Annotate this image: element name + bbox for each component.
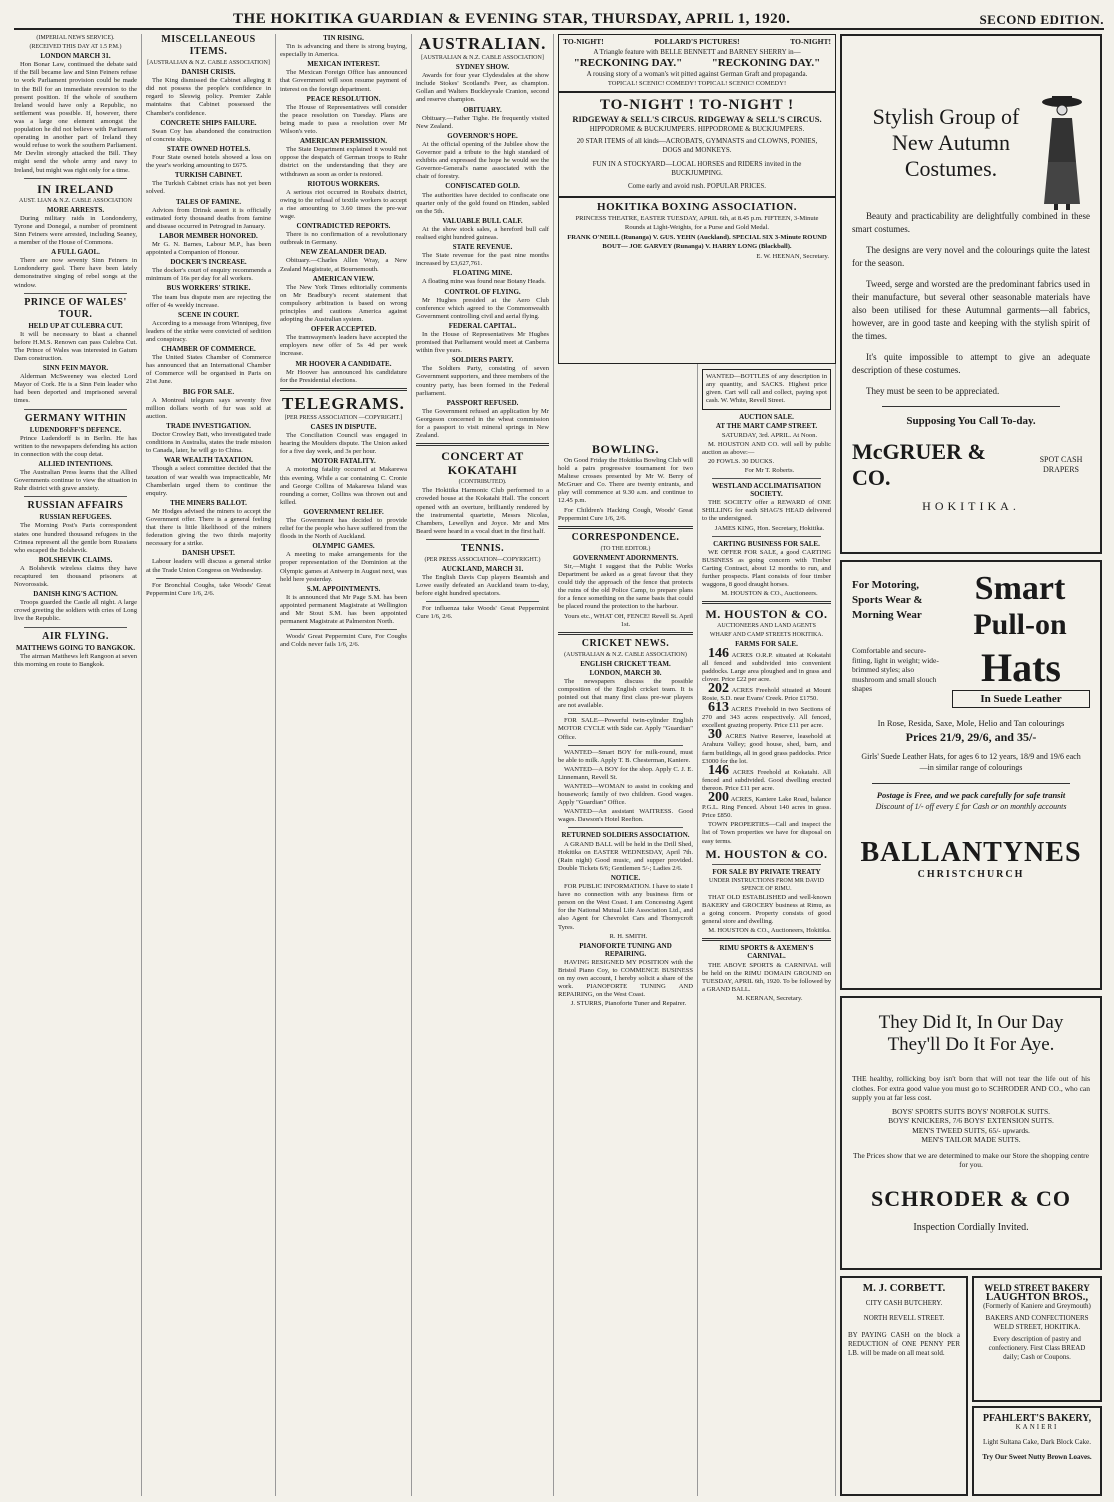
boxing-secretary: E. W. HEENAN, Secretary. [756, 253, 829, 260]
intro-source: (IMPERIAL NEWS SERVICE). [36, 35, 115, 41]
mexican-heading: MEXICAN INTEREST. [307, 60, 380, 69]
smart-word: Smart [974, 570, 1066, 607]
grand-ball-ad: A GRAND BALL will be held in the Drill Shed, Hokitika on EASTER WEDNESDAY, April 7th. (Rain night) Good music, and supper provided. Double Tickets 6/6; Gentlemen 5/-; Ladies 2/6. [558, 840, 693, 872]
boys-line-4: MEN'S TAILOR MADE SUITS. [921, 1135, 1021, 1144]
telegrams-heading: TELEGRAMS. [282, 393, 405, 413]
waitress-ad: WANTED—An assistant WAITRESS. Good wages. Dawson's Hotel Reefton. [558, 808, 693, 824]
peace-heading: PEACE RESOLUTION. [306, 94, 381, 103]
boxing-body: PRINCESS THEATRE, EASTER TUESDAY, APRIL 6th, at 8.45 p.m. FIFTEEN, 3-Minute Rounds at Light-Weights, for a Purse and Gold Medal. [575, 215, 819, 231]
masthead [14, 6, 1104, 30]
laughton-body-2: Every description of pastry and confectionery. First Class BREAD daily; Cash or Coupons. [988, 1335, 1086, 1361]
turkish-heading: TURKISH CABINET. [174, 171, 243, 180]
notice-body: FOR PUBLIC INFORMATION. I have to state I have no connection with any business firm or person on the West Coast. I am Concessing Agent for the National Mutual Life Association Ltd., and also Agent for Chevrolet Cars and Thornycroft Tyres. [558, 883, 693, 931]
bowling-heading: BOWLING. [591, 442, 659, 456]
circus-stockyard: FUN IN A STOCKYARD—LOCAL HORSES and RIDERS invited in the BUCKJUMPING. [592, 160, 802, 177]
corbett-heading: M. J. CORBETT. [862, 1282, 946, 1294]
auction-houston: M. HOUSTON AND CO. will sell by public auction as above:— [702, 440, 831, 456]
mcgruer-hokitika: HOKITIKA. [922, 499, 1020, 513]
motorcycle-ad: FOR SALE—Powerful twin-cylinder English MOTOR CYCLE with Side car. Apply "Guardian" Office. [558, 717, 693, 741]
mine-body: A floating mine was found near Botany Heads. [422, 278, 546, 286]
bakery-sign: M. HOUSTON & CO., Auctioneers, Hokitika. [708, 927, 831, 935]
war-heading: WAR WEALTH TAXATION. [164, 456, 253, 465]
bowling-body: On Good Friday the Hokitika Bowling Club will hold a pairs progressive tournament for two Maltese crosses presented by Mr W. Berry of McGruer and Co. There are twenty entrants, and play will commence at 9.30 a.m. and continue to 12.45 p.m. [558, 457, 693, 505]
refugees-heading: RUSSIAN REFUGEES. [39, 513, 112, 522]
rimu-heading: RIMU SPORTS & AXEMEN'S CARNIVAL. [719, 944, 814, 961]
bus-body: The team bus dispute men are rejecting the offer of 4s weekly increase. [146, 293, 271, 309]
bus-heading: BUS WORKERS' STRIKE. [166, 284, 251, 293]
feature-desc: A rousing story of a woman's wit pitted against German Graft and propaganda. [586, 70, 808, 78]
concrete-heading: CONCRETE SHIPS FAILURE. [160, 118, 257, 127]
refugees-body: The Morning Post's Paris correspondent states one hundred thousand refugees in the Crimea represent all the gentle born Russians who escaped the Bolshevik. [14, 522, 137, 554]
acres202-figure: 202 [708, 680, 729, 696]
capital-heading: FEDERAL CAPITAL. [448, 321, 517, 330]
column-1 [14, 34, 142, 1496]
american-heading: AMERICAN PERMISSION. [299, 137, 388, 146]
air-heading: AIR FLYING. [42, 630, 109, 642]
obit-heading: OBITUARY. [463, 105, 502, 114]
contradicted-body: There is no confirmation of a revolutionary outbreak in Germany. [280, 231, 407, 247]
war-body: Though a select committee decided that the taxation of war wealth was impracticable, Mr Chamberlain urged them to continue the enquiry. [146, 465, 271, 497]
gold-body: The authorities have decided to confiscate one quarter only of the gold found on Hinden, sabled on the 5th. [416, 191, 549, 215]
corbett-street: NORTH REVELL STREET. [863, 1314, 945, 1322]
show-heading: SYDNEY SHOW. [455, 63, 510, 72]
hats-word: Hats [981, 645, 1061, 690]
fur-heading: BIG FOR SALE. [182, 387, 235, 396]
view-body: The New York Times editorially comments on Mr Bradbury's recent statement that compulsory arbitration is based on wrong principles and cautions America against adopting the Australian system. [280, 283, 407, 324]
cases-heading: CASES IN DISPUTE. [310, 422, 377, 431]
scene-heading: SCENE IN COURT. [178, 310, 239, 319]
piano-heading: PIANOFORTE TUNING AND REPAIRING. [579, 941, 672, 958]
rimu-sign: M. KERNAN, Secretary. [736, 994, 803, 1002]
mexican-body: The Mexican Foreign Office has announced that Government will soon resume payment of interest on the foreign department. [280, 69, 407, 93]
cough-ad: For Children's Hacking Cough, Woods' Great Peppermint Cure 1/6, 2/6. [558, 506, 693, 522]
hippodrome-line: HIPPODROME & BUCKJUMPERS. HIPPODROME & BUCKJUMPERS. [589, 125, 805, 133]
flying-heading: CONTROL OF FLYING. [444, 287, 521, 296]
reckoning-right: "RECKONING DAY." [711, 57, 821, 69]
hats-prices: Prices 21/9, 29/6, and 35/- [905, 730, 1037, 744]
australian-source: [AUSTRALIAN & N.Z. CABLE ASSOCIATION] [421, 55, 544, 61]
acres146-body: ACRES O.R.P. situated at Kokatahi all fenced and subdivided into convenient paddocks. Large area ploughed and in grass and clover. Price £22 per acre. [702, 651, 831, 683]
entertainment-ads [558, 34, 836, 364]
germany-heading: GERMANY WITHIN [24, 412, 127, 424]
concert-body: The Hokitika Harmonic Club performed to a crowded house at the Kokatahi Hall. The concert opened with an overture, brilliantly rendered by the instrumental quartette, Messrs Nicolas, Chambers, Lewellyn and Joyce. Mr and Mrs Beard were heard in a vocal duet in the first half. [416, 487, 549, 535]
flying-body: Mr Hughes presided at the Aero Club conference which agreed to the Commonwealth Government controlling civil and aerial flying. [416, 296, 549, 320]
private-heading: FOR SALE BY PRIVATE TREATY [712, 867, 821, 876]
tennis-source: (PER PRESS ASSOCIATION—COPYRIGHT.) [424, 556, 541, 563]
piano-sign: J. STURRS, Pianoforte Tuner and Repairer. [570, 1000, 687, 1008]
supposing-line: Supposing You Call To-day. [906, 415, 1036, 427]
cricket-heading: CRICKET NEWS. [581, 637, 670, 649]
corbett-body: BY PAYING CASH on the block a REDUCTION of ONE PENNY PER LB. will be made on all meat sold. [848, 1331, 960, 1357]
intro-body: Hon Bonar Law, continued the debate said if the Bill became law and Sinn Feiners refuse to work Parliament provision could be made in the Bill for an immediate reversion to the present position. If the whole of southern Ireland would have only a Republic, no settlement was possible. If, however, there was a large one element amongst the population he did not believe with Parliament operating in another part of Ireland they would refuse to work the southern Parliament. Mr Devlin strongly attacked the Bill. They might send the whole army and navy to Ireland, but might was right only for a time. [14, 61, 137, 174]
houston-logo: M. HOUSTON & CO. [705, 607, 828, 622]
more-arrests-heading: MORE ARRESTS. [46, 205, 105, 214]
bull-body: At the show stock sales, a hereford bull calf realised eight hundred guineas. [416, 225, 549, 241]
bottles-ad [702, 369, 831, 410]
danish-body: Troops guarded the Castle all night. A large crowd greeting the soldiers with cries of Long live the Republic. [14, 599, 137, 623]
acres146-figure: 146 [708, 645, 729, 661]
theydid-title-1: They Did It, In Our Day [878, 1012, 1064, 1033]
more-arrests-body: During military raids in Londonderry, Tyrone and Donegal, a number of prominent Sinn Feiners were arrested, including Seaney, a member of the House of Commons. [14, 214, 137, 247]
pfahlert-heading: PFAHLERT'S BAKERY, [982, 1413, 1092, 1424]
auction-fowls: 20 FOWLS. 30 DUCKS. [708, 457, 775, 465]
correspondence-sign: Yours etc., WHAT OH, FENCE! Revell St. April 1st. [564, 612, 693, 628]
westland-king: JAMES KING, Hon. Secretary, Hokitika. [714, 524, 825, 532]
intro-date: LONDON MARCH 31. [40, 52, 111, 61]
soldiers-body: The Soldiers Party, consisting of seven Government supporters, and three members of the country party, has been formed in the Federal parliament. [416, 365, 549, 397]
scene-body: According to a message from Winnipeg, five leaders of the strike were convicted of sedition and conspiracy. [146, 319, 271, 343]
column-3 [280, 34, 412, 1496]
acres202-body: ACRES Freehold situated at Mount Rosie, S.D. near Evans' Creek. Price £1750. [702, 686, 831, 702]
zealander-heading: NEW ZEALANDER DEAD. [300, 248, 387, 257]
farms-heading: FARMS FOR SALE. [735, 640, 798, 649]
passport-heading: PASSPORT REFUSED. [446, 398, 519, 407]
bangkok-heading: MATTHEWS GOING TO BANGKOK. [15, 643, 136, 652]
schroder-inspection: Inspection Cordially Invited. [913, 1221, 1029, 1233]
olympic-heading: OLYMPIC GAMES. [312, 542, 375, 551]
private-sub: UNDER INSTRUCTIONS FROM MR DAVID SPENCE OF RIMU. [709, 877, 824, 892]
corbett-sub: CITY CASH BUTCHERY. [865, 1299, 943, 1307]
westland-heading: WESTLAND ACCLIMATISATION SOCIETY. [712, 482, 821, 499]
acres146b-body: ACRES Freehold at Kokatahi. All fenced and subdivided. Good dwelling erected thereon. Price £11 per acre. [702, 768, 831, 792]
upset-body: Labour leaders will discuss a general strike at the Trade Union Congress on Wednesday. [146, 558, 271, 574]
misc-heading: MISCELLANEOUS ITEMS. [161, 34, 256, 57]
australian-heading: AUSTRALIAN. [418, 34, 547, 53]
revenue-heading: STATE REVENUE. [452, 243, 513, 252]
ludendorff-body: Prince Ludendorff is in Berlin. He has written to the newspapers defending his action in connection with the coup detat. [14, 434, 137, 458]
dockers-heading: DOCKER'S INCREASE. [170, 258, 247, 267]
labor-body: Mr G. N. Barnes, Labour M.P., has been appointed a Companion of Honour. [146, 240, 271, 257]
houston-agents: AUCTIONEERS AND LAND AGENTS [717, 623, 816, 630]
ireland-source: AUST. LIAN & N.Z. CABLE ASSOCIATION [19, 197, 132, 204]
costumes-body-5: They must be seen to be appreciated. [866, 386, 1000, 396]
feature-intro: A Triangle feature with BELLE BENNETT and BARNEY SHERRY in— [593, 48, 801, 56]
edition-label: SECOND EDITION. [979, 12, 1104, 27]
american-body: The State Department explained it would not oppose the despatch of German troops to Ruhr district on the understanding that they are withdrawn as soon as order is restored. [280, 146, 407, 178]
acres146b-figure: 146 [708, 762, 729, 778]
labor-heading: LABOR MEMBER HONORED. [159, 231, 258, 240]
cricket-source: (AUSTRALIAN & N.Z. CABLE ASSOCIATION) [564, 651, 687, 658]
rimu-body: THE ABOVE SPORTS & CARNIVAL will be held on the RIMU DOMAIN GROUND on TUESDAY, APRIL 6th, 1920. To be followed by a GRAND BALL. [702, 961, 831, 993]
cases-body: The Conciliation Council was engaged in hearing the Moulders dispute. The Union asked for a five day week, and 3s per hour. [280, 432, 407, 456]
bolshevik-heading: BOLSHEVIK CLAIMS. [38, 555, 113, 564]
motoring-label: For Motoring, Sports Wear & Morning Wear [852, 579, 923, 621]
capital-body: In the House of Representatives Mr Hughes promised that Parliament would meet at Canberra within five years. [416, 331, 549, 355]
column-4 [416, 34, 554, 1496]
piano-body: HAVING RESIGNED MY POSITION with the Bristol Piano Coy, to COMMENCE BUSINESS on my own account, I hereby solicit a share of the work. PIANOFORTE TUNING AND REPAIRING, on the West Coast. [558, 958, 693, 999]
governor-heading: GOVERNOR'S HOPE. [447, 131, 518, 140]
commerce-heading: CHAMBER OF COMMERCE. [161, 345, 256, 354]
notice-sign: R. H. SMITH. [609, 932, 648, 940]
theydid-body: THE healthy, rollicking boy isn't born that will not tear the life out of his clothes. For extra good value you must go to SCHRODER AND CO., who can supply you at far less cost. [852, 1074, 1090, 1102]
ballot-body: Mr Hodges advised the miners to accept the Government offer. There is a general feeling that there is little likelihood of the miners federation giving the two thirds majority necessary for a strike. [146, 507, 271, 548]
gold-heading: CONFISCATED GOLD. [445, 182, 520, 191]
telegrams-source: [PER PRESS ASSOCIATION —COPYRIGHT.] [284, 414, 403, 421]
costumes-title-1: Stylish Group of [872, 104, 1020, 129]
col2-footer: For Bronchial Coughs, take Woods' Great Peppermint Cure 1/6, 2/6. [146, 581, 271, 597]
carting-sign: M. HOUSTON & CO., Auctioneers. [721, 590, 818, 598]
circus-early: Come early and avoid rush. POPULAR PRICES. [627, 182, 767, 190]
ballantynes-logo: BALLANTYNES [860, 837, 1082, 868]
weld-heading: WELD STREET BAKERY [984, 1283, 1090, 1293]
laughton-heading: LAUGHTON BROS., [985, 1291, 1089, 1303]
pfahlert-ad [972, 1406, 1102, 1496]
mayor-heading: SINN FEIN MAYOR. [42, 364, 109, 373]
costumes-body-3: Tweed, serge and worsted are the predominant fabrics used in their manufacture, but several other seasonable materials have also been utilised for these Autumnal garments—all fabrics, however, are in good taste and keeping with the stylish spirit of the times. [852, 279, 1090, 341]
costumes-ad [840, 34, 1102, 554]
pfahlert-try: Try Our Sweet Nutty Brown Loaves. [982, 1453, 1092, 1461]
cricket-title: ENGLISH CRICKET TEAM. [580, 659, 671, 668]
laughton-ad [972, 1276, 1102, 1402]
tin-body: Tin is advancing and there is strong buying, especially in America. [280, 43, 407, 59]
boxing-heading: HOKITIKA BOXING ASSOCIATION. [597, 201, 797, 213]
upset-heading: DANISH UPSET. [182, 549, 235, 558]
pollards-heading: POLLARD'S PICTURES! [654, 37, 740, 46]
spot-cash-label: SPOT CASH DRAPERS [1039, 455, 1083, 474]
famine-body: Advices from Drinsk assert it is officially estimated forty thousand deaths from famine and disease occurred in Petrograd in January. [146, 206, 271, 230]
pollards-tonight-right: TO-NIGHT! [790, 37, 831, 46]
boys-line-2: BOYS' KNICKERS, 7/6 BOYS' EXTENSION SUITS. [888, 1116, 1054, 1125]
mine-heading: FLOATING MINE. [452, 269, 513, 278]
corbett-ad [840, 1276, 968, 1496]
hats-colours: In Rose, Resida, Saxe, Mole, Helio and Tan colourings [877, 718, 1065, 728]
governor-body: At the official opening of the Jubilee show the Governor paid a tribute to the high standard of exhibits and expressed the hope he would see the Governor-General's name associated with the chair of forestry. [416, 140, 549, 181]
dockers-body: The docker's court of enquiry recommends a minimum of 16s per day for all workers. [146, 267, 271, 283]
costumes-body-4: It's quite impossible to attempt to give an adequate description of these costumes. [852, 352, 1090, 375]
pfahlert-body: Light Sultana Cake, Dark Block Cake. [983, 1438, 1091, 1446]
commerce-body: The United States Chamber of Commerce has announced that an International Chamber of Commerce will be organised in Paris on 21st June. [146, 354, 271, 386]
schroder-ad [840, 996, 1102, 1270]
hotels-body: Four State owned hotels showed a loss on the year's working amounting to £675. [146, 154, 271, 170]
soldiers-heading: SOLDIERS PARTY. [451, 356, 514, 365]
offer-body: The tramwaymen's leaders have accepted the employers new offer of 5s 4d per week increase. [280, 334, 407, 358]
schroder-logo: SCHRODER & CO [870, 1185, 1071, 1211]
town-properties: TOWN PROPERTIES—Call and inspect the list of Town properties we have for disposal on easy terms. [702, 821, 831, 845]
fur-body: A Montreal telegram says seventy five million dollars worth of fur was sold at auction. [146, 396, 271, 420]
culebra-body: It will be necessary to blast a channel before H.M.S. Renown can pass Culebra Cut. The Prince of Wales was interested in Gatum Dam construction. [14, 330, 137, 362]
motor-heading: MOTOR FATALITY. [311, 457, 376, 466]
suede-label: In Suede Leather [952, 690, 1090, 708]
correspondence-sub: (TO THE EDITOR.) [600, 545, 651, 552]
trade-body: Doctor Crowley Batt, who investigated trade conditions in Australia, states the trade mission to Canada, later, he will go to China. [146, 431, 271, 455]
houston-wharf: WHARF AND CAMP STREETS HOKITIKA. [709, 632, 824, 639]
cricket-body: The newspapers discuss the possible composition of the English cricket team. It is pointed out that many first class pre-war players are not available. [558, 677, 693, 710]
tennis-heading: TENNIS. [460, 542, 505, 554]
schroder-prices: The Prices show that we are determined to make our Store the shopping centre for you. [853, 1150, 1089, 1169]
riotous-heading: RIOTOUS WORKERS. [307, 179, 380, 188]
show-body: Awards for four year Clydesdales at the show include Stokes' Scotland's Peer, as champion. Gollan and Walters Buckleyvale Cranion, second and reserve champion. [416, 72, 549, 104]
correspondence-heading: CORRESPONDENCE. [571, 531, 680, 543]
laughton-body: BAKERS AND CONFECTIONERS WELD STREET, HOKITIKA. [985, 1314, 1089, 1331]
tennis-body: The English Davis Cup players Beamish and Lowe easily defeated an Auckland team to-day, before eight hundred spectators. [416, 574, 549, 598]
allied-body: The Australian Press learns that the Allied Governments continue to view the situation in Ruhr district with grave anxiety. [14, 469, 137, 493]
reckoning-left: "RECKONING DAY." [573, 57, 683, 69]
boys-line-3: MEN'S TWEED SUITS, 65/- upwards. [912, 1125, 1030, 1135]
full-gaol-heading: A FULL GAOL. [51, 248, 100, 257]
correspondence-body: Sir,—Might I suggest that the Public Works Department be asked as a great favour that they could tidy the approach of the fence that protects the ruins of the old Police Camp, to prepare plans for a fence something on the same basis that could be placed round the protection to the harbour. [558, 562, 693, 611]
feature-tags: TOPICAL! SCENIC! COMEDY! TOPICAL! SCENIC! COMEDY! [607, 80, 787, 87]
allied-heading: ALLIED INTENTIONS. [38, 459, 113, 468]
revenue-body: The State revenue for the past nine months increased by £3,627,761. [416, 252, 549, 268]
view-heading: AMERICAN VIEW. [312, 274, 375, 283]
theydid-title-2: They'll Do It For Aye. [887, 1034, 1055, 1055]
westland-reward: THE SOCIETY offer a REWARD of ONE SHILLING for each SHAG'S HEAD delivered to the undersigned. [702, 499, 831, 523]
relief-body: The Government has decided to provide relief for the people who have suffered from the floods in the North of Auckland. [280, 516, 407, 541]
motor-body: A motoring fatality occurred at Makarewa this evening. While a car containing C. Cronie and George Collins of Makarewa Island was rounding a corner, Collins was thrown out and killed. [280, 466, 407, 506]
pullon-word: Pull-on [973, 608, 1067, 641]
correspondence-title: GOVERNMENT ADORNMENTS. [572, 553, 679, 562]
turkish-body: The Turkish Cabinet crisis has not yet been solved. [146, 180, 271, 196]
column-2 [146, 34, 276, 1496]
carting-heading: CARTING BUSINESS FOR SALE. [713, 539, 820, 548]
auction-date: SATURDAY, 3rd. APRIL. At Noon. [721, 431, 818, 439]
pfahlert-kaniere: KANIERI [1015, 1423, 1059, 1431]
crisis-heading: DANISH CRISIS. [181, 68, 236, 77]
concert-sub: (CONTRIBUTED). [458, 479, 507, 486]
full-gaol-body: There are now seventy Sinn Feiners in Londonderry gaol. There have been lately demonstrative singing of rebel songs at the window. [14, 257, 137, 289]
offer-heading: OFFER ACCEPTED. [310, 325, 377, 334]
acres200-body: ACRES, Kaniere Lake Road, balance P.G.L. Ring Fenced. About 140 acres in grass. Price £850. [702, 796, 831, 820]
tennis-place: AUCKLAND, MARCH 31. [441, 564, 524, 573]
peace-body: The House of Representatives will consider the peace resolution on Tuesday. Plans are being made to pass a resolution over Mr Wilson's veto. [280, 103, 407, 136]
rsa-heading: RETURNED SOLDIERS ASSOCIATION. [561, 831, 690, 840]
circus-stars: 20 STAR ITEMS of all kinds—ACROBATS, GYMNASTS and CLOWNS, PONIES, DOGS and MONKEYS. [576, 137, 818, 154]
concrete-body: Swan Coy has abandoned the construction of concrete ships. [146, 127, 271, 143]
intro-received: (RECEIVED THIS DAY AT 1.5 P.M.) [29, 44, 122, 51]
postage-line: Postage is Free, and we pack carefully for safe transit [876, 790, 1066, 800]
bottles-text: WANTED—BOTTLES of any description in any quantity, and SACKS. Highest price given. Cart will call and collect, paying spot cash. W. White, Revell Street. [706, 373, 827, 405]
acres613-figure: 613 [708, 700, 729, 716]
sm-body: It is announced that Mr Page S.M. has been appointed permanent Magistrate at Wellington and Mr Stout S.M. has been appointed permanent Magistrate at Palmerston North. [280, 593, 407, 626]
mart-heading: AT THE MART CAMP STREET. [715, 422, 818, 431]
lady-figure-icon [1034, 92, 1090, 212]
hotels-heading: STATE OWNED HOTELS. [166, 144, 251, 153]
boys-line-1: BOYS' SPORTS SUITS BOYS' NORFOLK SUITS. [891, 1106, 1051, 1116]
wanted-boy-ad: WANTED—Smart BOY for milk-round, must be able to milk. Apply T. B. Chesterman, Kaniere. [558, 748, 693, 764]
bull-heading: VALUABLE BULL CALF. [442, 216, 523, 225]
danish-heading: DANISH KING'S ACTION. [33, 590, 118, 599]
ludendorff-heading: LUDENDORFF'S DEFENCE. [29, 425, 122, 434]
costumes-body-2: The designs are very novel and the colourings quite the latest for the season. [852, 245, 1090, 268]
famine-heading: TALES OF FAMINE. [175, 197, 241, 206]
auction-roberts: For Mr T. Roberts. [744, 466, 795, 474]
bangkok-body: The airman Matthews left Rangoon at seven this morning en route to Bangkok. [14, 652, 137, 668]
riotous-body: A serious riot occurred in Roubaix district, owing to the refusal of textile workers to accept a rise amounting to 3.60 times the pre-war wage. [280, 188, 407, 220]
circus-heading: RIDGEWAY & SELL'S CIRCUS. RIDGEWAY & SELL'S CIRCUS. [572, 114, 822, 124]
pollards-tonight-left: TO-NIGHT! [563, 37, 604, 46]
relief-heading: GOVERNMENT RELIEF. [303, 507, 384, 516]
wanted-boy2-ad: WANTED—A BOY for the shop. Apply C. J. E. Linnemann, Revell St. [558, 765, 693, 781]
carting-body: WE OFFER FOR SALE, a good CARTING BUSINESS as going concern with Timber Carting Contract, about 12 months to run, and further prospects. Plant consists of four timber waggons, 8 good draught horses. [702, 548, 831, 589]
passport-body: The Government refused an application by Mr Georgeson concerned in the wheat commission for a passport to visit mineral springs in New Zealand. [416, 407, 549, 440]
costumes-body-1: Beauty and practicability are delightfully combined in these smart costumes. [852, 211, 1090, 234]
boxing-names: FRANK O'NEILL (Runanga) V. GUS. YEHN (Auckland). SPECIAL SIX 3-Minute ROUND BOUT— JOE GARVEY (Runanga) V. HARRY LONG (Blackball). [567, 234, 827, 250]
acres613-body: ACRES Freehold in two Sections of 270 and 343 acres respectively. All fenced, excellent grazing property. Price £11 per acre. [702, 706, 831, 730]
ireland-heading: IN IRELAND [37, 181, 114, 196]
cricket-date: LONDON, MARCH 30. [589, 668, 662, 677]
olympic-body: A meeting to make arrangements for the proper representation of the Dominion at the Olympic games at Antwerp in August next, was held here yesterday. [280, 551, 407, 583]
discount-line: Discount of 1/- off every £ for Cash or on monthly accounts [875, 802, 1067, 811]
trade-heading: TRADE INVESTIGATION. [166, 421, 251, 430]
sm-heading: S.M. APPOINTMENTS. [306, 584, 381, 593]
mayor-body: Alderman McSweeney was elected Lord Mayor of Cork. He is a Sinn Fein leader who had been deported and imprisoned several times. [14, 373, 137, 405]
bakery-body: THAT OLD ESTABLISHED and well-known BAKERY and GROCERY business at Rimu, as a going concern. Property consists of good general store and dwelling. [702, 893, 831, 926]
misc-source: [AUSTRALIAN & N.Z. CABLE ASSOCIATION] [147, 60, 270, 66]
tin-heading: TIN RISING. [323, 34, 364, 42]
crisis-body: The King dismissed the Cabinet alleging it did not possess the people's confidence in regard to Sleswig policy. Premier Zahle maintains that Cabinet possessed the Chamber's confidence. [146, 77, 271, 117]
houston-big: M. HOUSTON & CO. [705, 846, 828, 861]
col4-footer: For influenza take Woods' Great Peppermint Cure 1/6, 2/6. [416, 605, 549, 621]
concert-heading: CONCERT AT KOKATAHI [441, 449, 524, 478]
notice-heading: NOTICE. [610, 873, 641, 882]
laughton-sub: (Formerly of Kaniere and Greymouth) [983, 1302, 1091, 1310]
girls-hats: Girls' Suede Leather Hats, for ages 6 to 12 years, 18/9 and 19/6 each—in similar range of colourings [861, 752, 1081, 772]
costumes-title-2: New Autumn Costumes. [892, 130, 1010, 181]
auction-heading: AUCTION SALE. [739, 413, 794, 422]
bolshevik-body: A Bolshevik wireless claims they have recaptured ten thousand prisoners at Novorossisk. [14, 564, 137, 589]
wanted-woman-ad: WANTED—WOMAN to assist in cooking and housework; family of two children. Good wages. Apply "Guardian" Office. [558, 783, 693, 807]
newspaper-title: THE HOKITIKA GUARDIAN & EVENING STAR, THURSDAY, APRIL 1, 1920. [233, 11, 791, 27]
mcgruer-logo: McGRUER & CO. [852, 439, 986, 490]
prince-heading: PRINCE OF WALES' TOUR. [24, 296, 127, 320]
circus-tonight: TO-NIGHT ! TO-NIGHT ! [599, 97, 795, 113]
culebra-heading: HELD UP AT CULEBRA CUT. [28, 321, 123, 330]
russian-heading: RUSSIAN AFFAIRS [27, 500, 124, 512]
acres30-body: ACRES Native Reserve, leasehold at Arahura Valley; good house, shed, barn, and farm buildings, all in good grass paddocks. Price £3000 for the lot. [702, 733, 831, 765]
ballot-heading: THE MINERS BALLOT. [170, 498, 247, 507]
zealander-body: Obituary.—Charles Allen Wray, a New Zealand Magistrate, at Bournemouth. [280, 257, 407, 273]
acres200-figure: 200 [708, 790, 729, 806]
acres30-figure: 30 [708, 727, 722, 743]
col3-footer: Woods' Great Peppermint Cure, For Coughs and Colds never fails 1/6, 2/6. [280, 633, 407, 649]
hoover-heading: MR HOOVER A CANDIDATE. [295, 359, 392, 368]
hats-description: Comfortable and secure-fitting, light in weight; wide-brimmed styles; also mushroom and small slouch shapes [852, 646, 939, 693]
contradicted-heading: CONTRADICTED REPORTS. [296, 222, 391, 231]
christchurch-label: CHRISTCHURCH [917, 869, 1025, 880]
ballantynes-ad [840, 560, 1102, 990]
hoover-body: Mr Hoover has announced his candidature for the Presidential elections. [280, 368, 407, 384]
obit-body: Obituary.—Father Tighe. He frequently visited New Zealand. [416, 114, 549, 130]
